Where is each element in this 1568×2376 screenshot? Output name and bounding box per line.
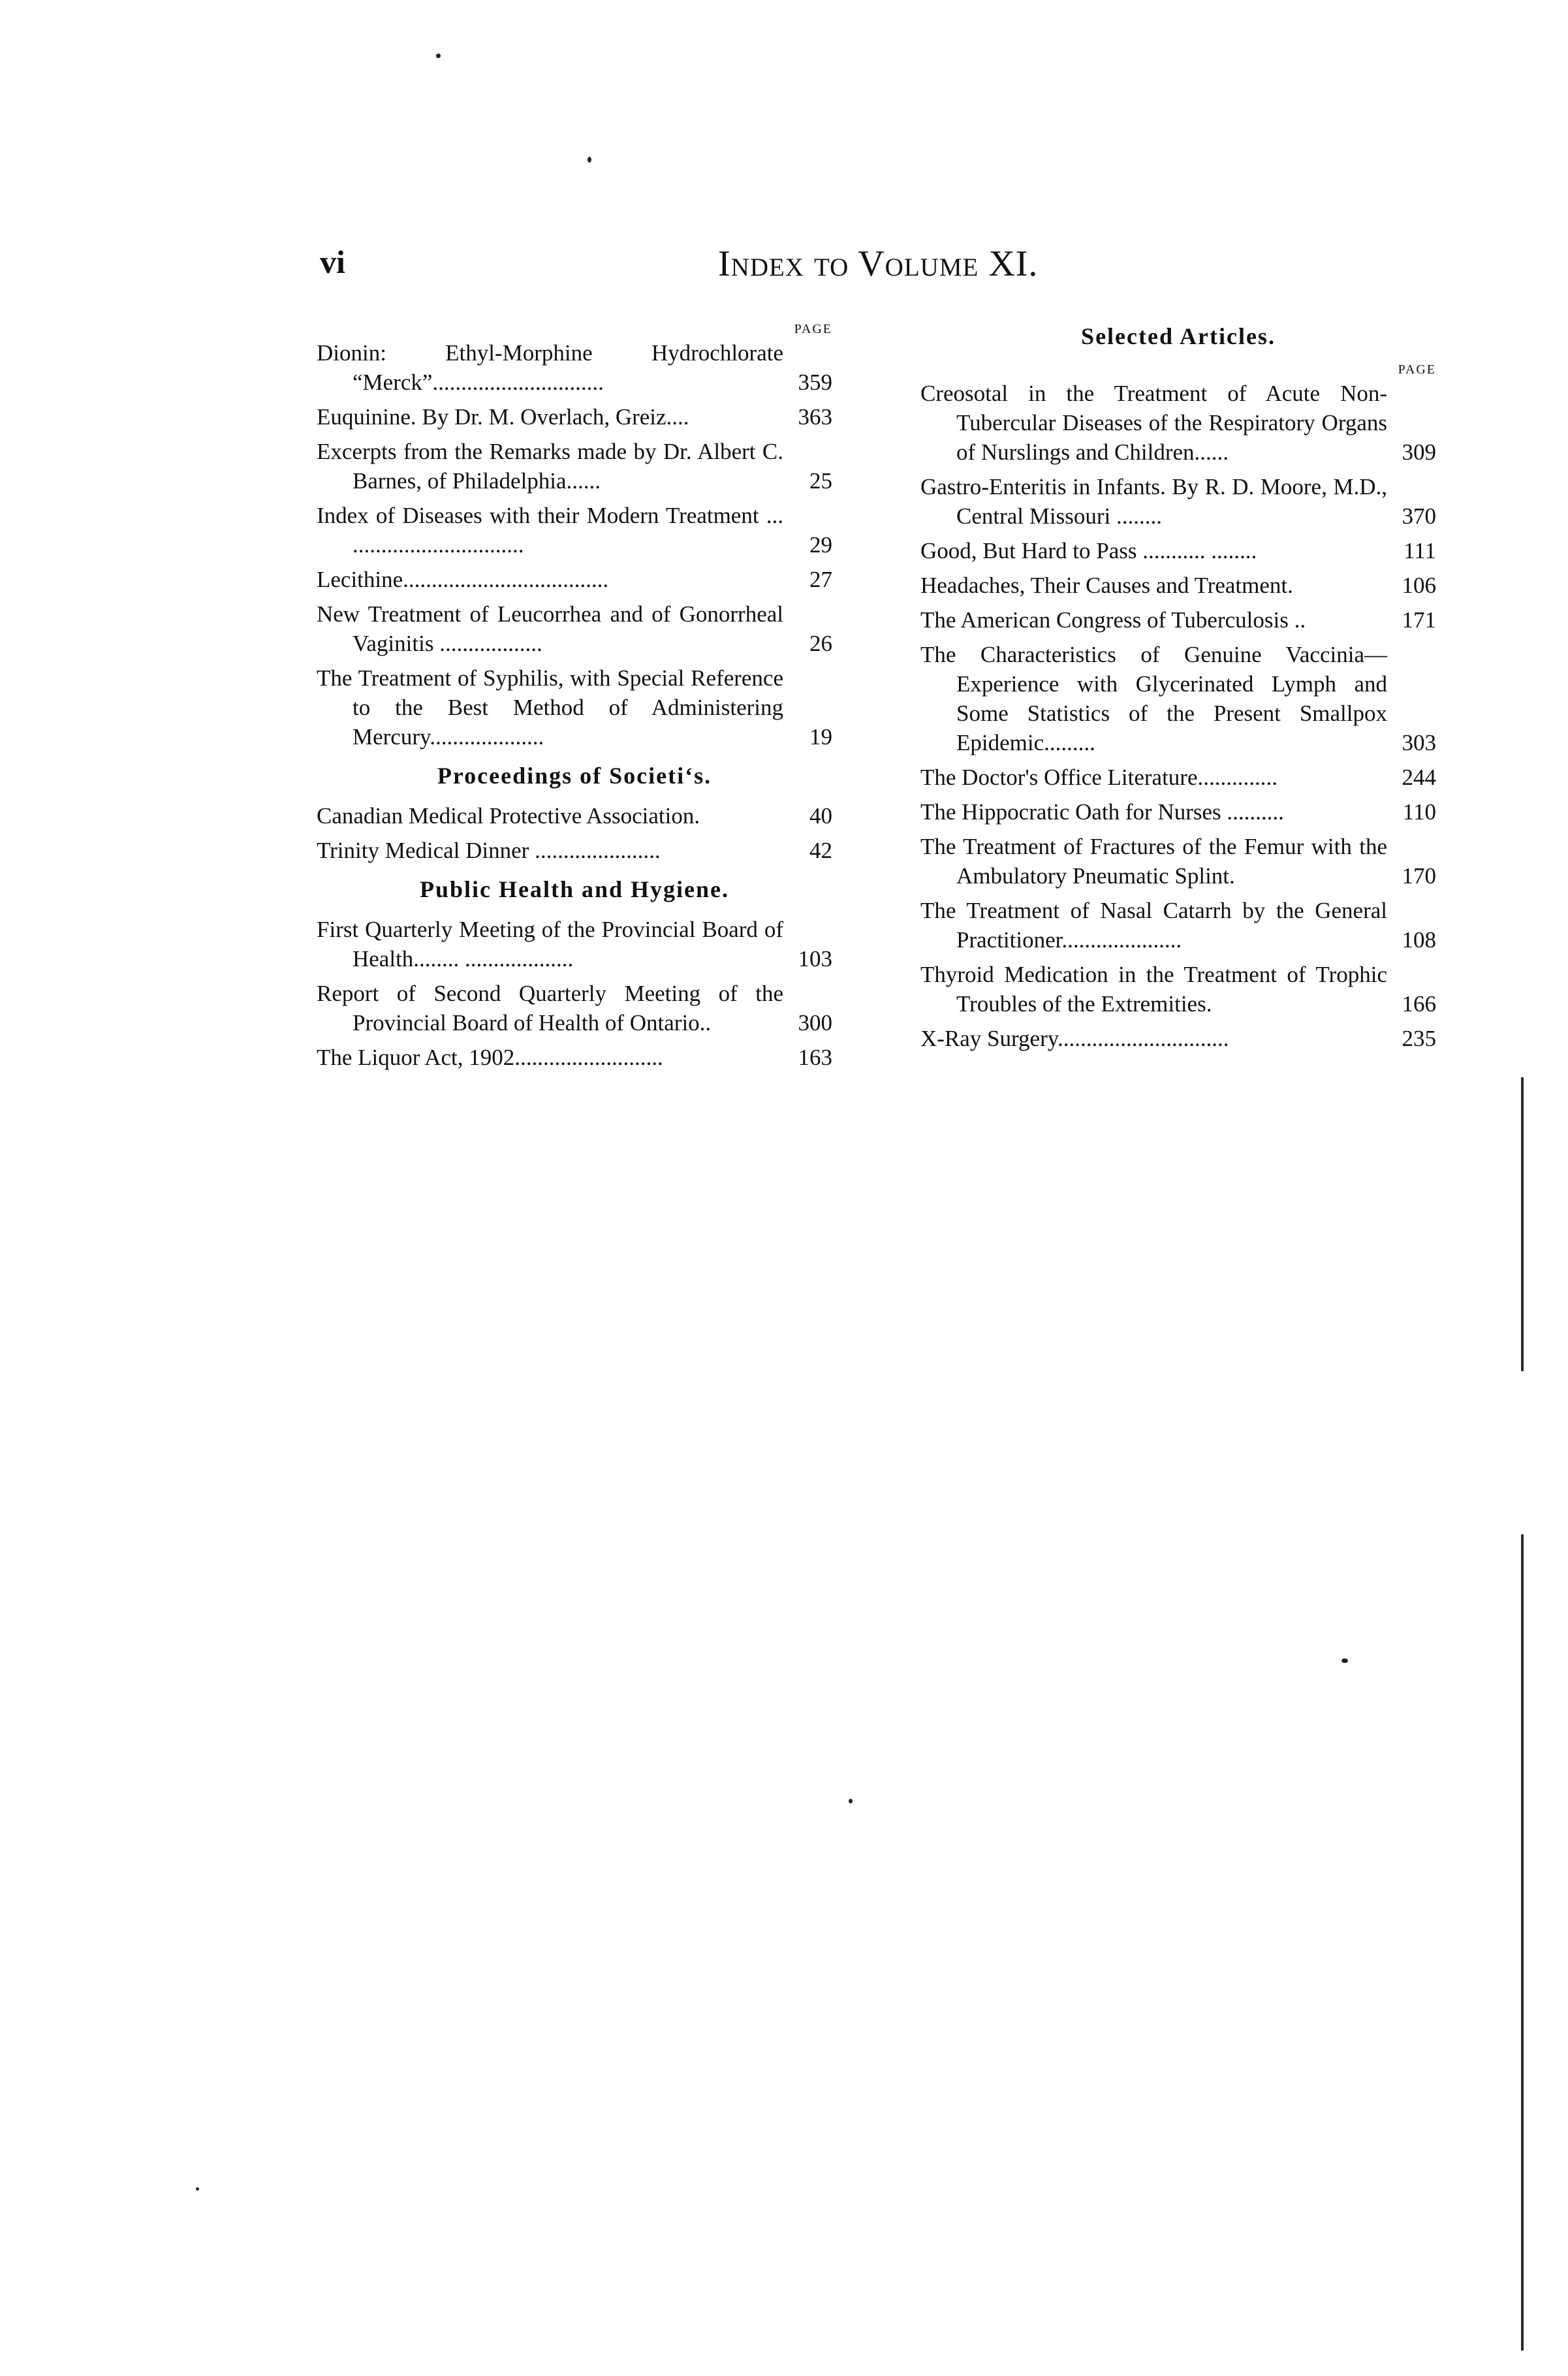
- entry-title: Thyroid Medication in the Treatment of Trophic Troubles of the Extremities.: [920, 962, 1387, 1017]
- index-entry: [920, 640, 1436, 757]
- entry-page: 171: [1402, 607, 1436, 633]
- left-column: [317, 321, 832, 1077]
- page-number: vi: [320, 244, 345, 280]
- entry-title: The Characteristics of Genuine Vaccinia—Experience with Glycerinated Lymph and Some Statistics of the Present Smallpox Epidemic.........: [920, 642, 1387, 755]
- entry-title: Excerpts from the Remarks made by Dr. Albert C. Barnes, of Philadelphia......: [317, 439, 783, 494]
- entry-title: Trinity Medical Dinner ......................: [317, 838, 661, 863]
- scan-edge-line: [1521, 1077, 1524, 1371]
- scan-speck: [436, 54, 441, 58]
- index-entry: [920, 832, 1436, 891]
- entry-title: Report of Second Quarterly Meeting of the Provincial Board of Health of Ontario..: [317, 981, 783, 1036]
- entry-page: 110: [1402, 799, 1436, 825]
- entry-title: Creosotal in the Treatment of Acute Non-Tubercular Diseases of the Respiratory Organs of Nurslings and Children......: [920, 381, 1387, 465]
- scan-speck: [849, 1799, 853, 1803]
- entry-page: 359: [798, 370, 832, 395]
- index-entry: [920, 536, 1436, 565]
- section-heading-proceedings: Proceedings of Societiʻs.: [437, 763, 712, 789]
- entry-page: 166: [1402, 991, 1436, 1017]
- entry-title: Dionin: Ethyl-Morphine Hydrochlorate “Merck”..............................: [317, 340, 783, 395]
- index-entry: [920, 605, 1436, 635]
- index-entry: [920, 472, 1436, 531]
- index-entry: [920, 1024, 1436, 1053]
- entry-title: Headaches, Their Causes and Treatment.: [920, 573, 1293, 598]
- entry-page: 19: [809, 724, 832, 750]
- index-entry: [317, 402, 832, 432]
- scan-speck: [1341, 1658, 1348, 1663]
- index-entry: [317, 501, 832, 560]
- index-entry: [317, 836, 832, 865]
- index-entry: [317, 565, 832, 594]
- index-entry: [317, 801, 832, 831]
- entry-page: 40: [809, 803, 832, 829]
- entry-page: 26: [809, 631, 832, 656]
- page-column-label: PAGE: [794, 322, 832, 336]
- section-heading-public-health: Public Health and Hygiene.: [419, 876, 730, 902]
- index-entry: [317, 599, 832, 658]
- entry-page: 309: [1402, 439, 1436, 465]
- entry-title: New Treatment of Leucorrhea and of Gonorrheal Vaginitis ..................: [317, 601, 783, 656]
- index-entry: [317, 338, 832, 397]
- entry-title: The Hippocratic Oath for Nurses ..........: [920, 799, 1284, 825]
- entry-page: 244: [1402, 765, 1436, 790]
- index-entry: [317, 663, 832, 752]
- page-header: [320, 243, 1443, 295]
- index-entry: [920, 379, 1436, 467]
- entry-page: 29: [809, 532, 832, 558]
- entry-title: X-Ray Surgery..............................: [920, 1026, 1229, 1051]
- index-entry: [317, 915, 832, 974]
- entry-page: 42: [809, 838, 832, 863]
- entry-page: 170: [1402, 863, 1436, 889]
- entry-page: 303: [1402, 730, 1436, 755]
- index-entry: [317, 1043, 832, 1072]
- entry-title: The American Congress of Tuberculosis ..: [920, 607, 1306, 633]
- entry-page: 300: [798, 1010, 832, 1036]
- entry-title: Euquinine. By Dr. M. Overlach, Greiz....: [317, 404, 689, 430]
- entry-title: First Quarterly Meeting of the Provincial Board of Health........ ...................: [317, 917, 783, 972]
- entry-page: 235: [1402, 1026, 1436, 1051]
- entry-page: 363: [798, 404, 832, 430]
- index-entry: [317, 979, 832, 1038]
- entry-page: 108: [1402, 927, 1436, 953]
- entry-page: 103: [798, 946, 832, 972]
- index-entry: [920, 896, 1436, 955]
- entry-title: The Treatment of Syphilis, with Special Reference to the Best Method of Administering Mercury....................: [317, 665, 783, 750]
- entry-page: 163: [798, 1045, 832, 1070]
- scan-speck: [196, 2187, 199, 2191]
- scan-edge-line: [1521, 1534, 1524, 2351]
- index-entry: [920, 763, 1436, 792]
- entry-page: 111: [1403, 538, 1436, 563]
- section-heading-selected-articles: Selected Articles.: [1081, 323, 1276, 349]
- entry-title: Good, But Hard to Pass ........... ........: [920, 538, 1257, 563]
- index-entry: [920, 797, 1436, 827]
- entry-title: Gastro-Enteritis in Infants. By R. D. Moore, M.D., Central Missouri ........: [920, 474, 1387, 529]
- entry-title: The Treatment of Fractures of the Femur with the Ambulatory Pneumatic Splint.: [920, 834, 1387, 889]
- entry-title: The Liquor Act, 1902..........................: [317, 1045, 663, 1070]
- index-entry: [920, 571, 1436, 600]
- entry-title: The Doctor's Office Literature..............: [920, 765, 1278, 790]
- entry-title: Lecithine....................................: [317, 567, 609, 592]
- index-entry: [317, 437, 832, 496]
- entry-page: 370: [1402, 503, 1436, 529]
- entry-title: The Treatment of Nasal Catarrh by the General Practitioner.....................: [920, 898, 1387, 953]
- page-column-label: PAGE: [1398, 362, 1436, 377]
- running-title: Index to Volume XI.: [718, 244, 1039, 284]
- entry-title: Canadian Medical Protective Association.: [317, 803, 700, 829]
- entry-title: Index of Diseases with their Modern Treatment ... ..............................: [317, 503, 783, 558]
- index-entry: [920, 960, 1436, 1019]
- entry-page: 106: [1402, 573, 1436, 598]
- entry-page: 27: [809, 567, 832, 592]
- right-column: [920, 321, 1436, 1058]
- entry-page: 25: [809, 468, 832, 494]
- scan-speck: [588, 157, 591, 163]
